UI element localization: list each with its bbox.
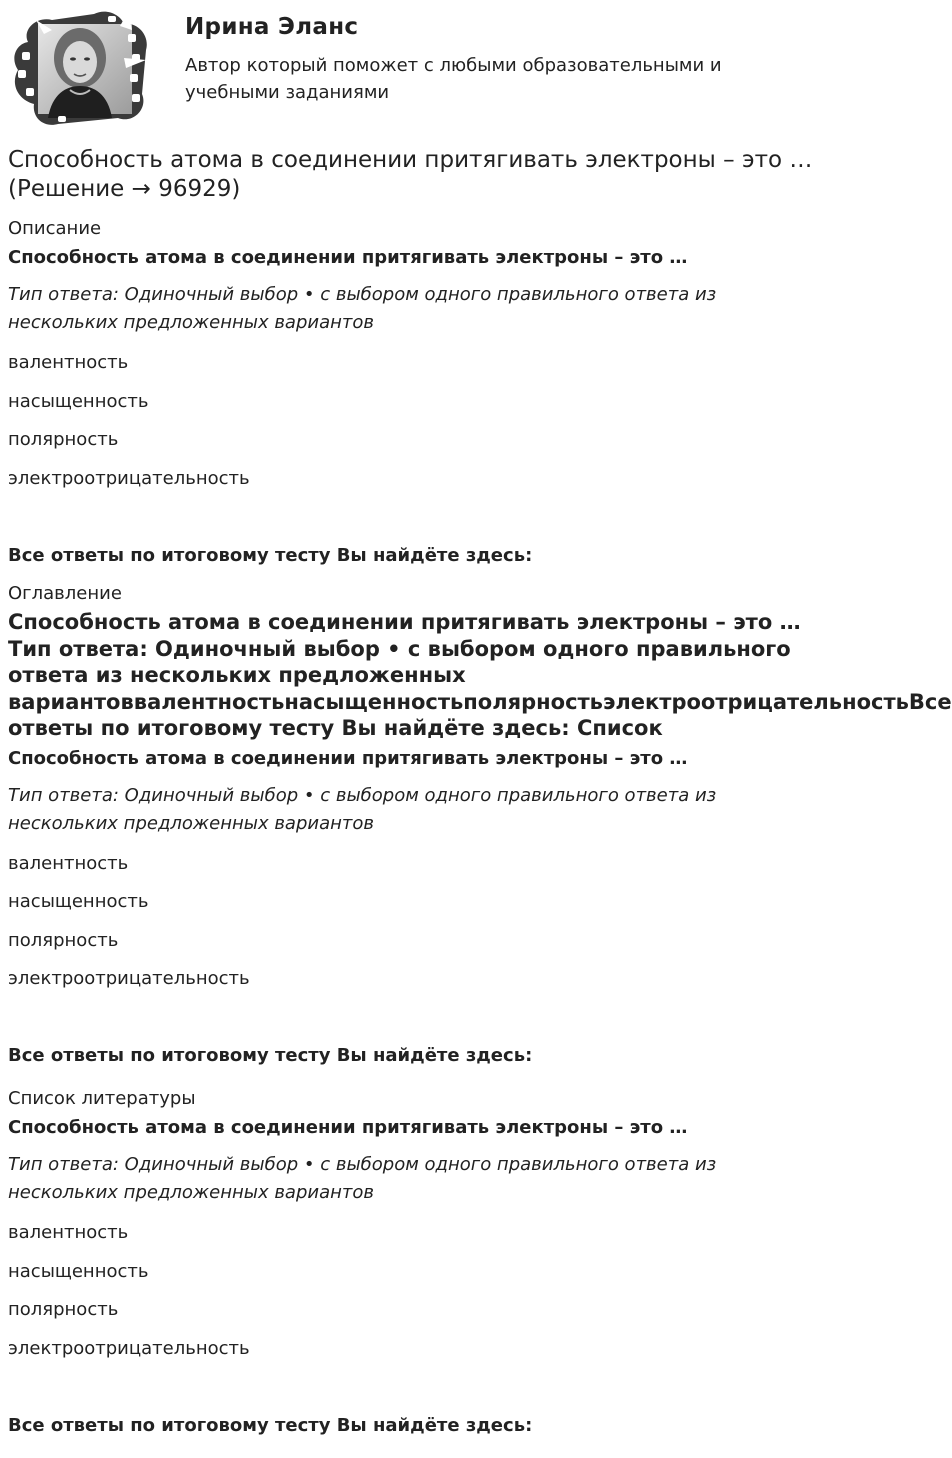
toc-heading-part: вариантоввалентностьнасыщенностьполярностьэлектроотрицательностьВсе — [8, 689, 952, 714]
question-text: Способность атома в соединении притягивать электроны – это … — [8, 747, 688, 769]
author-avatar — [8, 8, 150, 126]
option-item: насыщенность — [8, 891, 149, 912]
all-answers-text: Все ответы по итоговому тесту Вы найдёте здесь: — [8, 544, 533, 566]
all-answers-text: Все ответы по итоговому тесту Вы найдёте здесь: — [8, 1414, 533, 1436]
option-item: полярность — [8, 929, 119, 951]
answer-type-text: Тип ответа: Одиночный выбор • с выбором одного правильного ответа из нескольких предложенных вариантов — [8, 284, 717, 333]
option-item: валентность — [8, 1222, 129, 1243]
option-item: насыщенность — [8, 390, 149, 412]
author-card — [8, 8, 838, 128]
option-item: полярность — [8, 1299, 119, 1320]
toc-section — [8, 582, 952, 1068]
literature-section — [8, 1087, 838, 1438]
answer-type-text: Тип ответа: Одиночный выбор • с выбором одного правильного ответа из нескольких предложенных вариантов — [8, 1154, 717, 1203]
option-item: электроотрицательность — [8, 1337, 250, 1359]
option-item: полярность — [8, 429, 119, 450]
option-item: валентность — [8, 352, 129, 373]
page-title: Способность атома в соединении притягивать электроны – это … (Решение → 96929) — [8, 147, 813, 202]
toc-heading-part: ответы по итоговому тесту Вы найдёте здесь: Список — [8, 716, 663, 740]
question-text: Способность атома в соединении притягивать электроны – это … — [8, 247, 688, 268]
option-item: насыщенность — [8, 1260, 149, 1282]
all-answers-text: Все ответы по итоговому тесту Вы найдёте здесь: — [8, 1045, 533, 1066]
option-item: валентность — [8, 852, 129, 874]
toc-heading — [8, 609, 952, 742]
section-label-literature: Список литературы — [8, 1088, 196, 1109]
description-section — [8, 217, 838, 568]
author-description: Автор который поможет с любыми образовательными и учебными заданиями — [185, 55, 722, 103]
option-item: электроотрицательность — [8, 467, 250, 489]
author-name[interactable]: Ирина Эланс — [185, 14, 359, 40]
answer-type-text: Тип ответа: Одиночный выбор • с выбором одного правильного ответа из нескольких предложенных вариантов — [8, 784, 717, 834]
section-label-toc: Оглавление — [8, 583, 122, 604]
section-label-description: Описание — [8, 218, 102, 239]
question-text: Способность атома в соединении притягивать электроны – это … — [8, 1117, 688, 1138]
toc-heading-part: Способность атома в соединении притягивать электроны – это …Тип ответа: Одиночный выбор • с выбором одного правильного ответа из нескольких предложенных — [8, 610, 801, 687]
option-item: электроотрицательность — [8, 968, 250, 989]
